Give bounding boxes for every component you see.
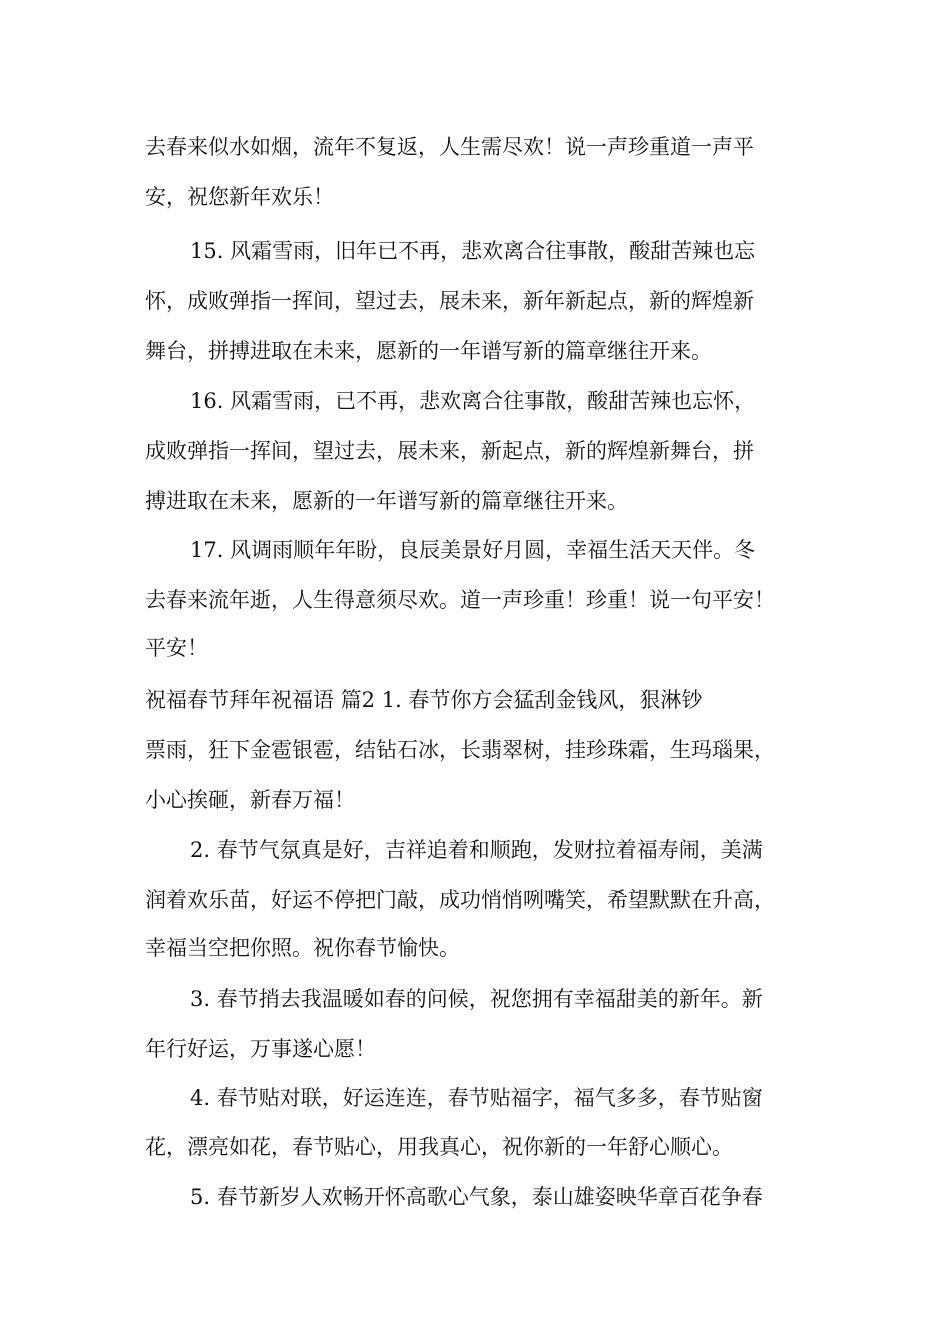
text-line: 15. 风霜雪雨，旧年已不再，悲欢离合往事散，酸甜苦辣也忘 [190, 239, 756, 263]
text-line: 2. 春节气氛真是好，吉祥追着和顺跑，发财拉着福寿闹，美满 [190, 838, 763, 862]
text-line: 5. 春节新岁人欢畅开怀高歌心气象，泰山雄姿映华章百花争春 [190, 1185, 763, 1209]
text-line: 成败弹指一挥间，望过去，展未来，新起点，新的辉煌新舞台，拼 [145, 439, 754, 463]
text-line: 年行好运，万事遂心愿！ [145, 1037, 376, 1061]
text-line: 安，祝您新年欢乐！ [145, 185, 334, 209]
text-line: 小心挨砸，新春万福！ [145, 788, 355, 812]
text-line: 4. 春节贴对联，好运连连，春节贴福字，福气多多，春节贴窗 [190, 1086, 763, 1110]
section-heading-line: 祝福春节拜年祝福语 篇2 1. 春节你方会猛刮金钱风，狠淋钞 [145, 688, 703, 712]
text-line: 票雨，狂下金雹银雹，结钻石冰，长翡翠树，挂珍珠霜，生玛瑙果， [145, 738, 775, 762]
text-line: 16. 风霜雪雨，已不再，悲欢离合往事散，酸甜苦辣也忘怀， [190, 389, 756, 413]
text-line: 17. 风调雨顺年年盼，良辰美景好月圆，幸福生活天天伴。冬 [190, 538, 756, 562]
text-line: 舞台，拼搏进取在未来，愿新的一年谱写新的篇章继往开来。 [145, 339, 712, 363]
text-line: 去春来流年逝，人生得意须尽欢。道一声珍重！珍重！说一句平安！ [145, 588, 775, 612]
text-line: 花，漂亮如花，春节贴心，用我真心，祝你新的一年舒心顺心。 [145, 1135, 733, 1159]
text-line: 去春来似水如烟，流年不复返，人生需尽欢！说一声珍重道一声平 [145, 135, 754, 159]
text-line: 平安！ [145, 636, 208, 660]
text-line: 幸福当空把你照。祝你春节愉快。 [145, 936, 460, 960]
text-line: 3. 春节捎去我温暖如春的问候，祝您拥有幸福甜美的新年。新 [190, 987, 763, 1011]
text-line: 搏进取在未来，愿新的一年谱写新的篇章继往开来。 [145, 489, 628, 513]
text-line: 怀，成败弹指一挥间，望过去，展未来，新年新起点，新的辉煌新 [145, 289, 754, 313]
text-line: 润着欢乐苗，好运不停把门敲，成功悄悄咧嘴笑，希望默默在升高， [145, 888, 775, 912]
